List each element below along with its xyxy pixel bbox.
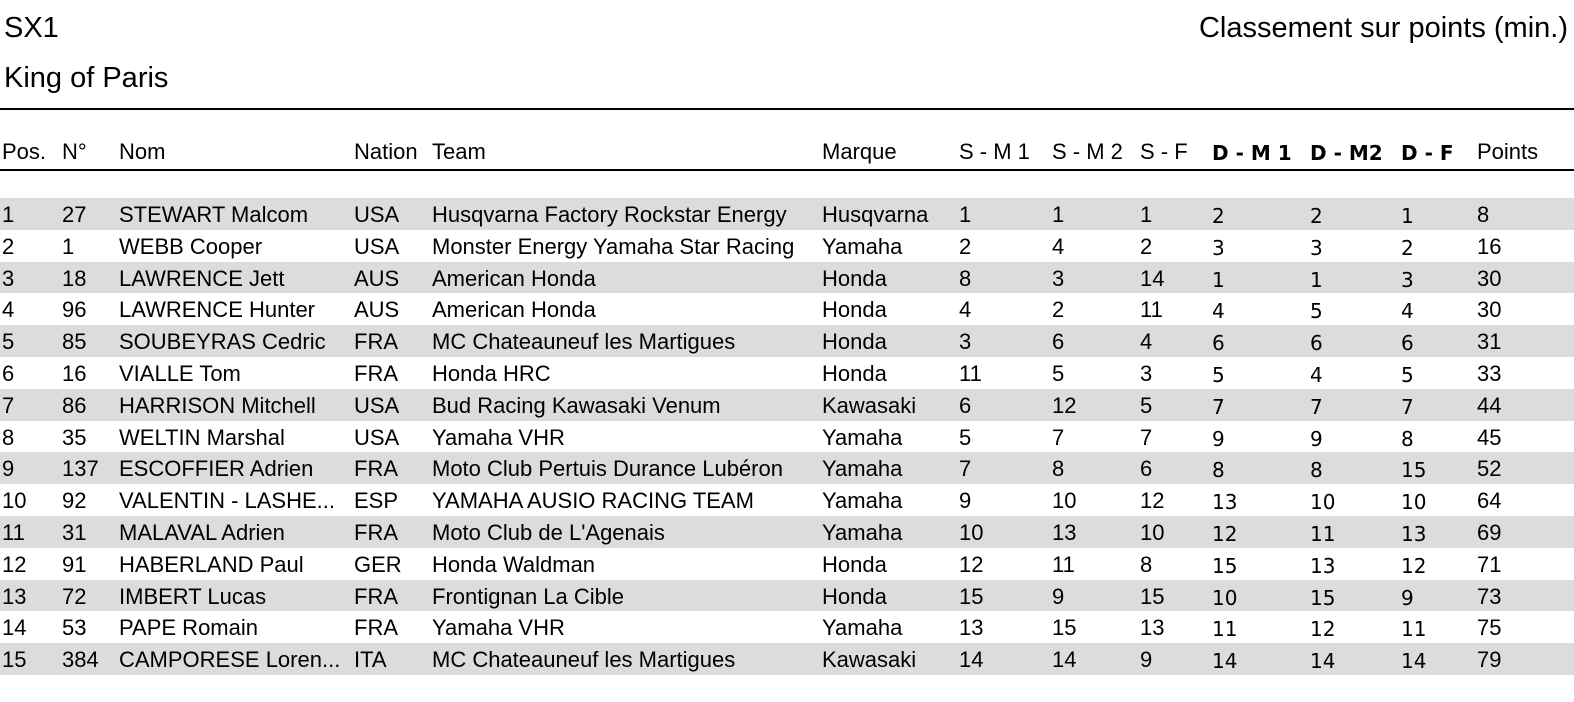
table-row [0, 198, 1574, 230]
cell-marque: Yamaha [822, 615, 903, 641]
cell-dm2: 12 [1310, 617, 1336, 642]
cell-points: 31 [1477, 329, 1502, 355]
cell-dm1: 8 [1212, 458, 1225, 483]
cell-points: 71 [1477, 551, 1502, 577]
cell-nom: HARRISON Mitchell [119, 392, 316, 418]
table-row [0, 643, 1574, 675]
cell-sm2: 14 [1052, 647, 1077, 673]
cell-nom: LAWRENCE Hunter [119, 297, 316, 323]
cell-pos: 1 [2, 202, 15, 227]
cell-df: 11 [1401, 617, 1427, 642]
cell-num: 18 [62, 265, 87, 291]
cell-sm1: 9 [959, 488, 972, 514]
cell-marque: Yamaha [822, 519, 903, 545]
cell-nom: WELTIN Marshal [119, 424, 285, 450]
cell-sm2: 12 [1052, 392, 1077, 418]
col-pos: Pos. [2, 139, 47, 164]
cell-sm1: 3 [959, 329, 972, 355]
cell-sf: 12 [1140, 488, 1165, 514]
cell-pos: 12 [2, 551, 27, 577]
cell-points: 45 [1477, 424, 1502, 450]
cell-team: Husqvarna Factory Rockstar Energy [432, 202, 787, 227]
cell-dm2: 11 [1310, 521, 1336, 546]
cell-pos: 7 [2, 392, 15, 418]
cell-df: 1 [1401, 204, 1414, 228]
cell-nation: ITA [354, 647, 387, 673]
table-row [0, 484, 1574, 516]
cell-df: 8 [1401, 426, 1414, 451]
cell-nom: VALENTIN - LASHE... [119, 488, 335, 514]
cell-marque: Honda [822, 297, 887, 323]
results-table [0, 198, 1574, 675]
cell-nom: ESCOFFIER Adrien [119, 456, 314, 482]
cell-marque: Honda [822, 265, 887, 291]
cell-nom: CAMPORESE Loren... [119, 647, 341, 673]
cell-team: American Honda [432, 297, 596, 323]
table-row [0, 611, 1574, 643]
cell-marque: Honda [822, 329, 887, 355]
cell-df: 13 [1401, 521, 1427, 546]
cell-dm2: 10 [1310, 490, 1336, 515]
cell-sf: 1 [1140, 202, 1153, 227]
cell-df: 7 [1401, 394, 1414, 419]
cell-nom: STEWART Malcom [119, 202, 309, 227]
cell-sf: 7 [1140, 424, 1153, 450]
cell-marque: Honda [822, 583, 887, 609]
cell-sm1: 13 [959, 615, 984, 641]
cell-team: Monster Energy Yamaha Star Racing [432, 233, 795, 259]
table-header-divider [0, 169, 1574, 171]
cell-sm1: 2 [959, 233, 972, 259]
cell-dm1: 2 [1212, 204, 1225, 228]
cell-dm2: 1 [1310, 267, 1323, 292]
cell-df: 12 [1401, 553, 1427, 578]
table-row [0, 262, 1574, 294]
col-sm1: S - M 1 [959, 139, 1030, 164]
cell-nom: MALAVAL Adrien [119, 519, 285, 545]
cell-dm1: 7 [1212, 394, 1225, 419]
cell-nation: FRA [354, 615, 398, 641]
cell-dm1: 4 [1212, 299, 1225, 324]
header-divider [0, 108, 1574, 110]
cell-dm2: 14 [1310, 649, 1336, 674]
cell-dm1: 5 [1212, 362, 1225, 387]
cell-marque: Yamaha [822, 488, 903, 514]
cell-pos: 8 [2, 424, 15, 450]
cell-sm1: 10 [959, 519, 984, 545]
cell-nom: HABERLAND Paul [119, 551, 304, 577]
cell-pos: 11 [2, 519, 25, 545]
cell-team: Bud Racing Kawasaki Venum [432, 392, 721, 418]
cell-marque: Yamaha [822, 424, 903, 450]
cell-num: 31 [62, 519, 87, 545]
cell-sf: 15 [1140, 583, 1165, 609]
cell-pos: 13 [2, 583, 27, 609]
cell-sm2: 15 [1052, 615, 1077, 641]
cell-marque: Yamaha [822, 233, 903, 259]
cell-dm1: 6 [1212, 331, 1225, 356]
cell-nom: LAWRENCE Jett [119, 265, 285, 291]
cell-df: 14 [1401, 649, 1427, 674]
cell-nation: USA [354, 233, 400, 259]
cell-num: 92 [62, 488, 87, 514]
cell-dm2: 8 [1310, 458, 1323, 483]
table-row [0, 452, 1574, 484]
cell-marque: Kawasaki [822, 647, 917, 673]
col-nation: Nation [354, 139, 418, 164]
cell-dm1: 15 [1212, 553, 1238, 578]
cell-points: 44 [1477, 392, 1502, 418]
table-row [0, 389, 1574, 421]
ranking-title: Classement sur points (min.) [1198, 12, 1568, 44]
cell-marque: Husqvarna [822, 202, 929, 227]
cell-points: 16 [1477, 233, 1502, 259]
cell-sm2: 7 [1052, 424, 1065, 450]
cell-marque: Kawasaki [822, 392, 917, 418]
cell-nation: GER [354, 551, 402, 577]
cell-points: 75 [1477, 615, 1502, 641]
cell-df: 10 [1401, 490, 1427, 515]
cell-sm1: 14 [959, 647, 984, 673]
col-dm2: D - M2 [1310, 141, 1383, 165]
cell-team: Moto Club de L'Agenais [432, 519, 665, 545]
cell-num: 91 [62, 551, 87, 577]
cell-nom: VIALLE Tom [119, 360, 241, 386]
cell-num: 27 [62, 202, 87, 227]
category-title: SX1 [4, 12, 59, 44]
cell-sf: 5 [1140, 392, 1153, 418]
cell-df: 2 [1401, 235, 1414, 260]
cell-dm1: 12 [1212, 521, 1238, 546]
cell-dm2: 15 [1310, 585, 1336, 610]
cell-sf: 13 [1140, 615, 1165, 641]
cell-nation: FRA [354, 360, 398, 386]
cell-sm2: 1 [1052, 202, 1065, 227]
cell-sm2: 11 [1052, 551, 1075, 577]
cell-sm2: 4 [1052, 233, 1065, 259]
cell-dm1: 13 [1212, 490, 1238, 515]
cell-points: 79 [1477, 647, 1502, 673]
cell-sm1: 8 [959, 265, 972, 291]
cell-marque: Honda [822, 551, 887, 577]
cell-dm2: 2 [1310, 204, 1323, 228]
cell-sf: 9 [1140, 647, 1153, 673]
cell-pos: 9 [2, 456, 15, 482]
cell-df: 3 [1401, 267, 1414, 292]
cell-nation: USA [354, 424, 400, 450]
cell-sm2: 3 [1052, 265, 1065, 291]
cell-sm1: 6 [959, 392, 972, 418]
cell-nom: SOUBEYRAS Cedric [119, 329, 326, 355]
cell-sf: 8 [1140, 551, 1153, 577]
cell-team: Frontignan La Cible [432, 583, 625, 609]
cell-df: 9 [1401, 585, 1414, 610]
cell-team: YAMAHA AUSIO RACING TEAM [432, 488, 754, 514]
cell-sm1: 7 [959, 456, 972, 482]
cell-dm1: 11 [1212, 617, 1238, 642]
cell-num: 72 [62, 583, 87, 609]
cell-sf: 4 [1140, 329, 1153, 355]
cell-team: Moto Club Pertuis Durance Lubéron [432, 456, 783, 482]
cell-nom: PAPE Romain [119, 615, 258, 641]
cell-sm2: 10 [1052, 488, 1077, 514]
cell-team: Honda Waldman [432, 551, 596, 577]
table-row [0, 516, 1574, 548]
cell-points: 30 [1477, 265, 1502, 291]
col-num: N° [62, 139, 87, 164]
cell-pos: 14 [2, 615, 27, 641]
cell-sm2: 13 [1052, 519, 1077, 545]
cell-sm1: 1 [959, 202, 972, 227]
cell-team: Yamaha VHR [432, 615, 565, 641]
table-header [0, 139, 1574, 169]
cell-sf: 3 [1140, 360, 1153, 386]
cell-sm2: 9 [1052, 583, 1065, 609]
cell-sf: 2 [1140, 233, 1153, 259]
cell-df: 6 [1401, 331, 1414, 356]
table-row [0, 357, 1574, 389]
table-row [0, 548, 1574, 580]
cell-team: MC Chateauneuf les Martigues [432, 329, 736, 355]
cell-nation: FRA [354, 519, 398, 545]
cell-pos: 10 [2, 488, 27, 514]
cell-nation: AUS [354, 265, 400, 291]
cell-sm2: 6 [1052, 329, 1065, 355]
cell-num: 85 [62, 329, 87, 355]
cell-sm1: 11 [959, 360, 982, 386]
table-row [0, 293, 1574, 325]
cell-num: 53 [62, 615, 87, 641]
cell-sm2: 2 [1052, 297, 1065, 323]
table-row [0, 230, 1574, 262]
cell-num: 86 [62, 392, 87, 418]
cell-marque: Honda [822, 360, 887, 386]
cell-nom: WEBB Cooper [119, 233, 263, 259]
cell-sm2: 8 [1052, 456, 1065, 482]
col-sf: S - F [1140, 139, 1188, 164]
cell-dm2: 4 [1310, 362, 1323, 387]
cell-dm2: 3 [1310, 235, 1323, 260]
cell-dm2: 6 [1310, 331, 1323, 356]
cell-team: Yamaha VHR [432, 424, 565, 450]
cell-points: 30 [1477, 297, 1502, 323]
table-row [0, 580, 1574, 612]
cell-nom: IMBERT Lucas [119, 583, 267, 609]
event-title: King of Paris [4, 62, 169, 94]
cell-points: 33 [1477, 360, 1502, 386]
cell-num: 384 [62, 647, 99, 673]
cell-sm1: 4 [959, 297, 972, 323]
cell-pos: 2 [2, 233, 15, 259]
cell-dm2: 7 [1310, 394, 1323, 419]
cell-pos: 6 [2, 360, 15, 386]
cell-nation: FRA [354, 583, 398, 609]
cell-points: 52 [1477, 456, 1502, 482]
cell-num: 16 [62, 360, 87, 386]
cell-sm1: 12 [959, 551, 984, 577]
col-points: Points [1477, 139, 1539, 164]
col-df: D - F [1401, 141, 1454, 165]
cell-df: 15 [1401, 458, 1427, 483]
cell-df: 5 [1401, 362, 1414, 387]
cell-pos: 15 [2, 647, 27, 673]
cell-dm1: 10 [1212, 585, 1238, 610]
cell-dm1: 3 [1212, 235, 1225, 260]
cell-team: Honda HRC [432, 360, 551, 386]
cell-nation: AUS [354, 297, 400, 323]
cell-pos: 4 [2, 297, 15, 323]
cell-num: 96 [62, 297, 87, 323]
cell-dm2: 13 [1310, 553, 1336, 578]
cell-num: 35 [62, 424, 87, 450]
col-marque: Marque [822, 139, 897, 164]
table-row [0, 421, 1574, 453]
cell-nation: FRA [354, 329, 398, 355]
cell-dm2: 5 [1310, 299, 1323, 324]
cell-dm1: 1 [1212, 267, 1225, 292]
cell-dm1: 14 [1212, 649, 1238, 674]
cell-sf: 14 [1140, 265, 1165, 291]
cell-points: 64 [1477, 488, 1502, 514]
cell-pos: 3 [2, 265, 15, 291]
cell-marque: Yamaha [822, 456, 903, 482]
cell-num: 1 [62, 233, 75, 259]
table-row [0, 325, 1574, 357]
cell-num: 137 [62, 456, 99, 482]
cell-nation: USA [354, 202, 400, 227]
col-nom: Nom [119, 139, 166, 164]
cell-sf: 6 [1140, 456, 1153, 482]
cell-sf: 10 [1140, 519, 1165, 545]
cell-team: American Honda [432, 265, 596, 291]
cell-dm1: 9 [1212, 426, 1225, 451]
cell-sm1: 5 [959, 424, 972, 450]
cell-dm2: 9 [1310, 426, 1323, 451]
col-dm1: D - M 1 [1212, 141, 1292, 165]
cell-df: 4 [1401, 299, 1414, 324]
col-team: Team [432, 139, 486, 164]
cell-points: 8 [1477, 202, 1490, 227]
col-sm2: S - M 2 [1052, 139, 1123, 164]
cell-pos: 5 [2, 329, 15, 355]
cell-sf: 11 [1140, 297, 1163, 323]
cell-nation: FRA [354, 456, 398, 482]
cell-team: MC Chateauneuf les Martigues [432, 647, 736, 673]
cell-sm1: 15 [959, 583, 984, 609]
cell-points: 73 [1477, 583, 1502, 609]
cell-nation: ESP [354, 488, 399, 514]
cell-points: 69 [1477, 519, 1502, 545]
cell-sm2: 5 [1052, 360, 1065, 386]
cell-nation: USA [354, 392, 400, 418]
